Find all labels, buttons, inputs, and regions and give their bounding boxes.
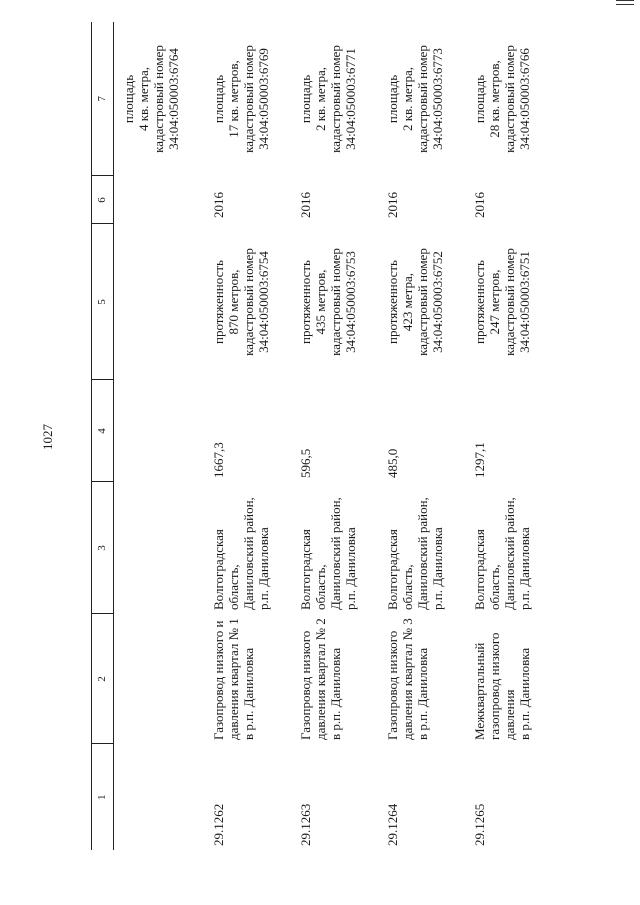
- object-address-line: р.п. Даниловка: [517, 527, 532, 610]
- object-address-line: р.п. Даниловка: [343, 527, 358, 610]
- object-number: 29.1263: [298, 803, 313, 846]
- object-notes-line: 2 кв. метра,: [313, 66, 328, 132]
- object-name-line: в р.п. Даниловка: [517, 647, 532, 740]
- object-year: 2016: [472, 192, 487, 218]
- object-description-line: кадастровый номер: [415, 248, 430, 356]
- object-notes-line: площадь: [385, 74, 400, 124]
- object-description-line: 34:04:050003:6753: [343, 251, 358, 353]
- table-row: [465, 22, 552, 850]
- object-notes: [465, 22, 552, 176]
- object-address: [114, 482, 205, 614]
- object-name-line: газопровод низкого: [487, 632, 502, 740]
- object-notes-line: 2 кв. метра,: [400, 66, 415, 132]
- object-notes-line: кадастровый номер: [328, 45, 343, 153]
- object-number: 29.1264: [385, 803, 400, 846]
- object-value: 596,5: [298, 448, 313, 478]
- object-notes-line: 34:04:050003:6769: [256, 48, 271, 150]
- object-notes-line: 34:04:050003:6771: [343, 48, 358, 150]
- object-notes-line: площадь: [298, 74, 313, 124]
- object-notes-line: 17 кв. метров,: [226, 60, 241, 138]
- object-name-line: в р.п. Даниловка: [241, 647, 256, 740]
- object-notes: [204, 22, 291, 176]
- object-year: 2016: [385, 192, 400, 218]
- object-notes: [291, 22, 378, 176]
- object-notes-line: 4 кв. метра,: [136, 66, 151, 132]
- object-description-line: кадастровый номер: [241, 248, 256, 356]
- object-name-line: Межквартальный: [472, 642, 487, 740]
- object-description-line: 247 метров,: [487, 269, 502, 335]
- object-description-line: 34:04:050003:6754: [256, 251, 271, 353]
- object-name-line: в р.п. Даниловка: [415, 647, 430, 740]
- object-description-line: 870 метров,: [226, 269, 241, 335]
- object-address-line: р.п. Даниловка: [256, 527, 271, 610]
- object-notes-line: площадь: [121, 74, 136, 124]
- object-notes-line: кадастровый номер: [241, 45, 256, 153]
- object-address: [378, 482, 465, 614]
- object-notes: [114, 22, 205, 176]
- object-address-line: Даниловский район,: [241, 497, 256, 610]
- object-value: 485,0: [385, 448, 400, 478]
- column-number: 1: [92, 744, 114, 850]
- object-number: 29.1265: [472, 803, 487, 846]
- object-name-line: Газопровод низкого: [298, 630, 313, 740]
- object-address-line: область,: [226, 564, 241, 610]
- object-description-line: протяженность: [385, 260, 400, 344]
- object-name-line: давления: [502, 689, 517, 740]
- object-address-line: Даниловский район,: [502, 497, 517, 610]
- object-notes-line: 34:04:050003:6764: [166, 48, 181, 150]
- object-address-line: Волгоградская: [211, 529, 226, 610]
- column-number: 6: [92, 176, 114, 224]
- object-value: 1297,1: [472, 442, 487, 478]
- object-description-line: протяженность: [472, 260, 487, 344]
- table-body: [114, 22, 553, 850]
- object-name-line: Газопровод низкого: [385, 630, 400, 740]
- object-description: [204, 224, 291, 380]
- object-description-line: 423 метра,: [400, 272, 415, 332]
- object-name: [465, 614, 552, 744]
- object-number: 29.1262: [211, 803, 226, 846]
- object-notes-line: 28 кв. метров,: [487, 60, 502, 138]
- column-number: 7: [92, 22, 114, 176]
- column-number: 2: [92, 614, 114, 744]
- object-description: [291, 224, 378, 380]
- column-number: 5: [92, 224, 114, 380]
- object-description: [114, 224, 205, 380]
- object-name-line: давления квартал № 1: [226, 618, 241, 740]
- object-name-line: Газопровод низкого и: [211, 620, 226, 740]
- object-name-line: в р.п. Даниловка: [328, 647, 343, 740]
- table-row: [114, 22, 205, 850]
- object-description-line: 435 метров,: [313, 269, 328, 335]
- object-description-line: 34:04:050003:6752: [430, 251, 445, 353]
- object-notes: [378, 22, 465, 176]
- object-address-line: область,: [313, 564, 328, 610]
- property-table: [91, 22, 552, 850]
- object-name: [291, 614, 378, 744]
- object-name: [378, 614, 465, 744]
- object-notes-line: кадастровый номер: [415, 45, 430, 153]
- object-year: 2016: [211, 192, 226, 218]
- object-description: [378, 224, 465, 380]
- object-notes-line: 34:04:050003:6773: [430, 48, 445, 150]
- column-number-row: [92, 22, 114, 850]
- object-notes-line: кадастровый номер: [502, 45, 517, 153]
- object-notes-line: 34:04:050003:6766: [517, 48, 532, 150]
- object-address: [291, 482, 378, 614]
- object-year: [114, 176, 205, 224]
- object-name-line: давления квартал № 3: [400, 618, 415, 740]
- object-description-line: кадастровый номер: [502, 248, 517, 356]
- object-name: [114, 614, 205, 744]
- object-address-line: р.п. Даниловка: [430, 527, 445, 610]
- object-description-line: кадастровый номер: [328, 248, 343, 356]
- object-description-line: 34:04:050003:6751: [517, 251, 532, 353]
- page-number: 1027: [40, 424, 55, 450]
- column-number: 3: [92, 482, 114, 614]
- table-row: [291, 22, 378, 850]
- object-address-line: Даниловский район,: [415, 497, 430, 610]
- object-description: [465, 224, 552, 380]
- object-number: [114, 744, 205, 850]
- object-address: [204, 482, 291, 614]
- object-notes-line: площадь: [472, 74, 487, 124]
- object-name-line: давления квартал № 2: [313, 618, 328, 740]
- object-address: [465, 482, 552, 614]
- table-row: [204, 22, 291, 850]
- object-notes-line: площадь: [211, 74, 226, 124]
- object-value: 1667,3: [211, 442, 226, 478]
- object-name: [204, 614, 291, 744]
- object-address-line: область,: [487, 564, 502, 610]
- object-address-line: Даниловский район,: [328, 497, 343, 610]
- column-number: 4: [92, 380, 114, 482]
- table-row: [378, 22, 465, 850]
- object-address-line: Волгоградская: [472, 529, 487, 610]
- object-description-line: протяженность: [211, 260, 226, 344]
- object-address-line: область,: [400, 564, 415, 610]
- object-notes-line: кадастровый номер: [151, 45, 166, 153]
- object-year: 2016: [298, 192, 313, 218]
- object-description-line: протяженность: [298, 260, 313, 344]
- object-address-line: Волгоградская: [298, 529, 313, 610]
- object-value: [114, 380, 205, 482]
- object-address-line: Волгоградская: [385, 529, 400, 610]
